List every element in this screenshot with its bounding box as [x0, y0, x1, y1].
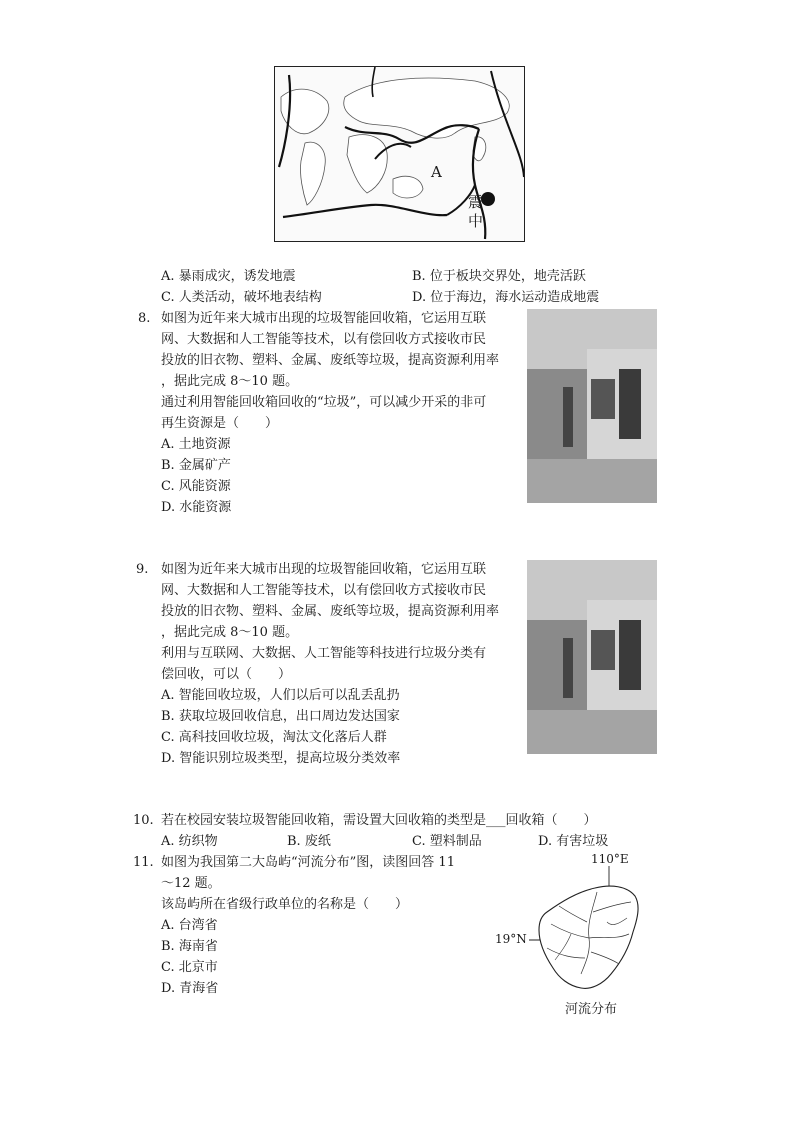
recycling-kiosk-photo	[527, 560, 657, 754]
q10-option-a[interactable]: A. 纺织物	[161, 834, 218, 849]
q9-stem-line: 网、大数据和人工智能等技术，以有偿回收方式接收市民	[161, 583, 487, 598]
q8-stem-line: 网、大数据和人工智能等技术，以有偿回收方式接收市民	[161, 332, 487, 347]
q8-stem-line: 通过利用智能回收箱回收的“垃圾”，可以减少开采的非可	[161, 395, 487, 410]
q9-option-d[interactable]: D. 智能识别垃圾类型，提高垃圾分类效率	[161, 751, 401, 766]
q9-stem-line: ，据此完成 8～10 题。	[161, 625, 299, 640]
q11-option-b[interactable]: B. 海南省	[161, 939, 218, 954]
q9-stem-line: 偿回收，可以（ ）	[161, 667, 292, 682]
q10-option-d[interactable]: D. 有害垃圾	[538, 834, 609, 849]
longitude-label: 110°E	[591, 852, 629, 866]
q8-stem-line: ，据此完成 8～10 题。	[161, 374, 299, 389]
q9-stem-line: 投放的旧衣物、塑料、金属、废纸等垃圾，提高资源利用率	[161, 604, 500, 619]
q9-stem-line: 如图为近年来大城市出现的垃圾智能回收箱，它运用互联	[161, 562, 487, 577]
q9-stem-line: 利用与互联网、大数据、人工智能等科技进行垃圾分类有	[161, 646, 487, 661]
q11-number: 11.	[133, 855, 154, 870]
plate-boundary-map	[274, 66, 525, 242]
latitude-label: 19°N	[495, 932, 527, 946]
q8-option-b[interactable]: B. 金属矿产	[161, 458, 231, 473]
plate-map-drawing	[275, 67, 524, 241]
island-river-map	[495, 852, 645, 1020]
q11-option-d[interactable]: D. 青海省	[161, 981, 219, 996]
q7-option-a[interactable]: A. 暴雨成灾，诱发地震	[161, 269, 296, 284]
q9-option-a[interactable]: A. 智能回收垃圾，人们以后可以乱丢乱扔	[161, 688, 400, 703]
q11-option-c[interactable]: C. 北京市	[161, 960, 218, 975]
q8-option-a[interactable]: A. 土地资源	[161, 437, 231, 452]
epicenter-label: 震 中	[468, 193, 484, 230]
q9-option-b[interactable]: B. 获取垃圾回收信息，出口周边发达国家	[161, 709, 400, 724]
q7-option-c[interactable]: C. 人类活动，破坏地表结构	[161, 290, 322, 305]
q11-option-a[interactable]: A. 台湾省	[161, 918, 218, 933]
recycling-kiosk-photo	[527, 309, 657, 503]
q8-stem-line: 如图为近年来大城市出现的垃圾智能回收箱，它运用互联	[161, 311, 487, 326]
q10-option-c[interactable]: C. 塑料制品	[412, 834, 482, 849]
q8-number: 8.	[138, 311, 151, 326]
q7-option-b[interactable]: B. 位于板块交界处，地壳活跃	[412, 269, 586, 284]
q8-option-d[interactable]: D. 水能资源	[161, 500, 232, 515]
q9-number: 9.	[136, 562, 149, 577]
q8-stem-line: 投放的旧衣物、塑料、金属、废纸等垃圾，提高资源利用率	[161, 353, 500, 368]
plate-label-a: A	[431, 163, 442, 181]
q11-stem-line: 如图为我国第二大岛屿“河流分布”图，读图回答 11	[161, 855, 455, 870]
q9-option-c[interactable]: C. 高科技回收垃圾，淘汰文化落后人群	[161, 730, 387, 745]
q10-stem: 若在校园安装垃圾智能回收箱，需设置大回收箱的类型是___回收箱（ ）	[161, 813, 597, 828]
q7-option-d[interactable]: D. 位于海边，海水运动造成地震	[412, 290, 600, 305]
q11-stem-line: 该岛屿所在省级行政单位的名称是（ ）	[161, 897, 409, 912]
q10-number: 10.	[133, 813, 154, 828]
map-caption: 河流分布	[565, 1002, 618, 1017]
q8-option-c[interactable]: C. 风能资源	[161, 479, 231, 494]
q8-stem-line: 再生资源是（ ）	[161, 416, 279, 431]
q10-option-b[interactable]: B. 废纸	[287, 834, 331, 849]
q11-stem-line: ～12 题。	[161, 876, 221, 891]
